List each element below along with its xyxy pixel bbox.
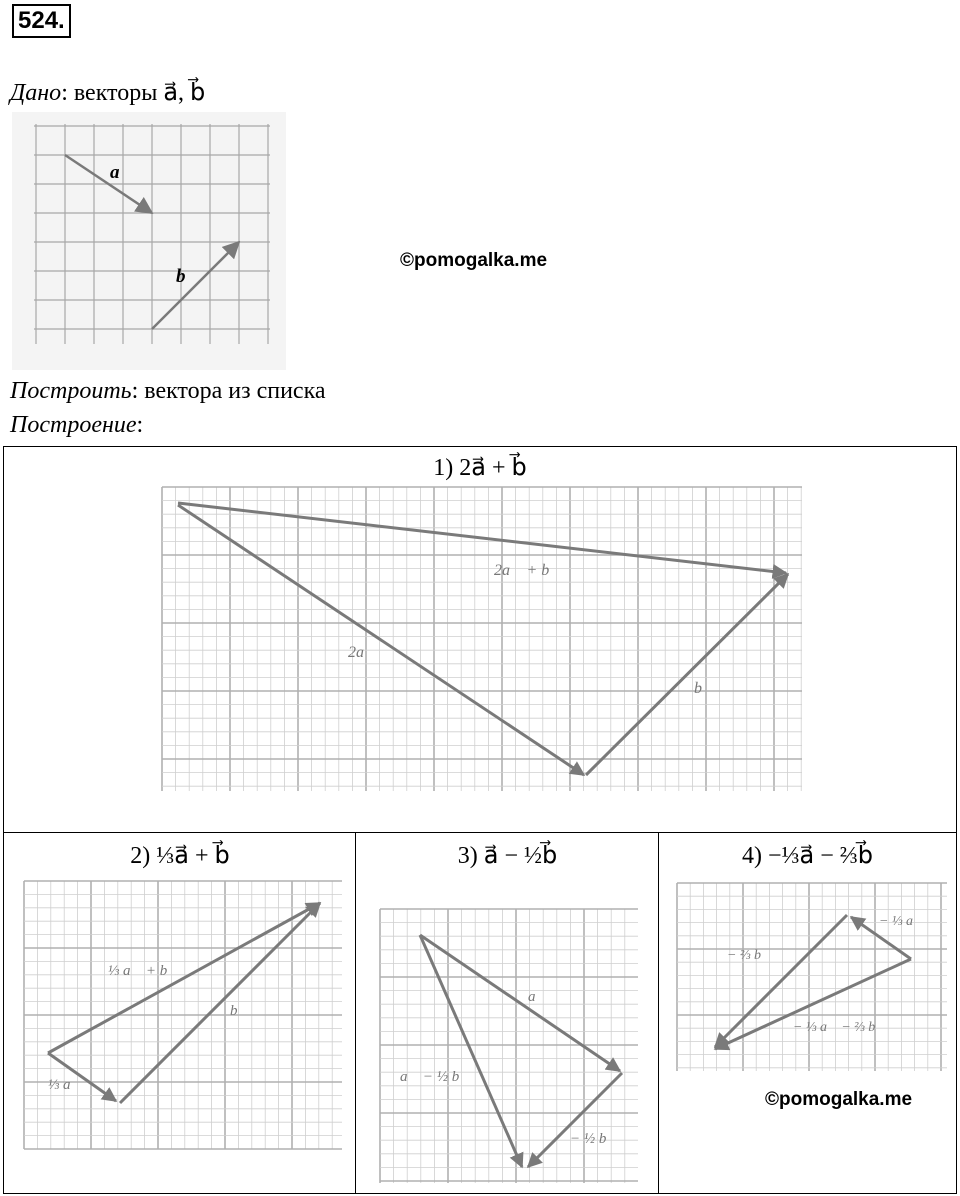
construction-line: Построение: <box>10 412 144 438</box>
panel-1 <box>3 446 957 834</box>
given-label: Дано <box>10 80 62 106</box>
watermark-bottom: ©pomogalka.me <box>765 1089 913 1110</box>
label-b-1: b⃗ <box>694 680 715 697</box>
panel-3 <box>355 832 660 1194</box>
vector-minus-half-b <box>528 1073 622 1167</box>
vector-b-2 <box>120 903 320 1103</box>
panel-2-figure <box>4 833 358 1195</box>
label-minus-third-a: − ⅓ a⃗ <box>879 914 924 929</box>
label-result-4: − ⅓ a⃗ − ⅔ b⃗ <box>793 1020 887 1035</box>
vector-a-label: a⃗ <box>110 162 135 183</box>
panel-3-title: 3) a⃗ − ½b⃗ <box>457 843 558 869</box>
panel-3-figure <box>356 833 661 1195</box>
label-a-3: a⃗ <box>528 989 548 1005</box>
label-third-a: ⅓ a⃗ <box>48 1077 83 1093</box>
panel-2-title: 2) ⅓a⃗ + b⃗ <box>130 843 230 869</box>
vector-2a-plus-b <box>178 503 786 573</box>
construct-text: : вектора из списка <box>131 378 326 404</box>
label-a-minus-half-b: a⃗ − ½ b⃗ <box>400 1069 471 1085</box>
panel-4-figure <box>659 833 958 1195</box>
label-third-a-plus-b: ⅓ a⃗ + b⃗ <box>108 963 179 979</box>
construct-line <box>10 378 326 405</box>
given-line <box>10 78 205 107</box>
panel-1-title: 1) 2a⃗ + b⃗ <box>433 455 527 481</box>
given-figure <box>12 112 286 370</box>
problem-number: 524. <box>12 4 71 38</box>
label-minus-half-b: − ½ b⃗ <box>570 1131 619 1147</box>
label-b-2: b⃗ <box>230 1003 250 1019</box>
panel-1-figure <box>4 447 958 835</box>
construction-label: Построение <box>10 412 137 438</box>
construct-label: Построить <box>10 378 132 404</box>
given-text: : векторы a⃗, b⃗ <box>61 80 206 106</box>
watermark-top: ©pomogalka.me <box>400 250 548 271</box>
vector-2a <box>178 505 584 775</box>
vector-b-label: b⃗ <box>176 266 201 287</box>
label-2a-plus-b: 2a⃗ + b⃗ <box>494 562 562 579</box>
given-figure-svg <box>12 112 286 370</box>
label-minus-two-thirds-b: − ⅔ b⃗ <box>727 948 772 963</box>
vector-result-4 <box>715 959 911 1049</box>
label-2a: 2a⃗ <box>348 644 377 661</box>
panel-4-title: 4) −⅓a⃗ − ⅔b⃗ <box>741 843 873 869</box>
panel-2 <box>3 832 357 1194</box>
vector-b-1 <box>586 574 788 775</box>
panel-4 <box>658 832 957 1194</box>
vector-third-a-plus-b <box>48 903 320 1053</box>
